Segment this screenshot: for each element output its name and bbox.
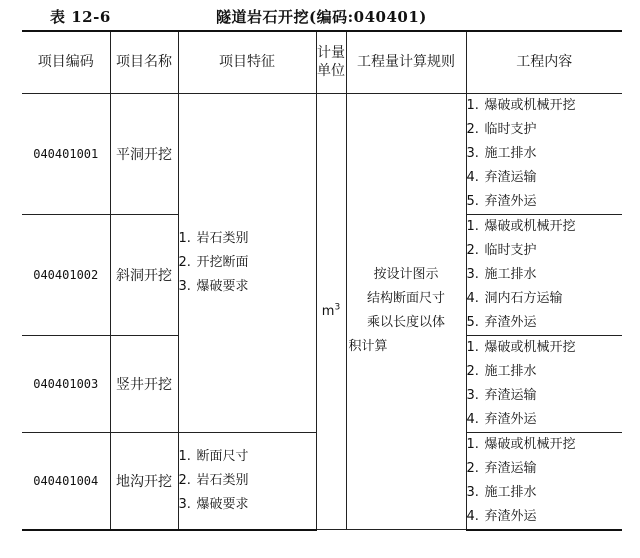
content-item: 4. 弃渣外运 xyxy=(466,411,537,427)
header-row xyxy=(22,31,622,93)
table-caption xyxy=(0,0,640,30)
feature-item: 1. 岩石类别 xyxy=(178,230,249,246)
content-item: 2. 施工排水 xyxy=(466,363,537,379)
item-name: 斜洞开挖 xyxy=(110,214,178,335)
item-features-group-b xyxy=(178,432,316,530)
item-code: 040401004 xyxy=(22,432,110,530)
content-item: 2. 临时支护 xyxy=(466,121,537,137)
content-item: 4. 弃渣运输 xyxy=(466,169,537,185)
content-item: 2. 弃渣运输 xyxy=(466,460,537,476)
header-name: 项目名称 xyxy=(110,31,178,93)
item-name: 平洞开挖 xyxy=(110,93,178,214)
content-item: 4. 洞内石方运输 xyxy=(466,290,563,306)
header-rule: 工程量计算规则 xyxy=(346,31,466,93)
content-item: 1. 爆破或机械开挖 xyxy=(466,339,576,355)
item-code: 040401002 xyxy=(22,214,110,335)
calculation-rule xyxy=(346,93,466,530)
header-unit xyxy=(316,31,346,93)
rule-line: 按设计图示 xyxy=(373,267,439,283)
feature-item: 3. 爆破要求 xyxy=(178,278,249,294)
rule-line: 结构断面尺寸 xyxy=(366,291,445,307)
item-name: 地沟开挖 xyxy=(110,432,178,530)
item-content xyxy=(466,214,622,335)
header-unit-line1: 计量 xyxy=(317,45,345,62)
item-unit xyxy=(316,93,346,530)
item-content xyxy=(466,432,622,530)
content-item: 3. 弃渣运输 xyxy=(466,387,537,403)
item-content xyxy=(466,335,622,432)
content-item: 2. 临时支护 xyxy=(466,242,537,258)
table-number: 表 12-6 xyxy=(50,8,111,26)
item-content xyxy=(466,93,622,214)
table-title: 隧道岩石开挖(编码:040401) xyxy=(216,8,427,26)
content-item: 1. 爆破或机械开挖 xyxy=(466,218,576,234)
content-item: 1. 爆破或机械开挖 xyxy=(466,97,576,113)
content-item: 5. 弃渣外运 xyxy=(466,314,537,330)
item-code: 040401003 xyxy=(22,335,110,432)
content-item: 3. 施工排水 xyxy=(466,484,537,500)
unit-base: m xyxy=(321,303,335,319)
content-item: 4. 弃渣外运 xyxy=(466,508,537,524)
feature-item: 2. 开挖断面 xyxy=(178,254,249,270)
header-features: 项目特征 xyxy=(178,31,316,93)
feature-item: 1. 断面尺寸 xyxy=(178,448,249,464)
item-name: 竖井开挖 xyxy=(110,335,178,432)
rule-line: 乘以长度以体 xyxy=(366,315,445,331)
feature-item: 2. 岩石类别 xyxy=(178,472,249,488)
unit-exponent: 3 xyxy=(334,302,341,313)
rule-line: 积计算 xyxy=(348,339,388,355)
content-item: 3. 施工排水 xyxy=(466,266,537,282)
header-content: 工程内容 xyxy=(466,31,622,93)
content-item: 3. 施工排水 xyxy=(466,145,537,161)
quantity-table xyxy=(22,30,622,531)
table-row xyxy=(22,93,622,214)
content-item: 5. 弃渣外运 xyxy=(466,193,537,209)
feature-item: 3. 爆破要求 xyxy=(178,496,249,512)
content-item: 1. 爆破或机械开挖 xyxy=(466,436,576,452)
header-code: 项目编码 xyxy=(22,31,110,93)
item-code: 040401001 xyxy=(22,93,110,214)
item-features-group-a xyxy=(178,93,316,432)
header-unit-line2: 单位 xyxy=(317,63,345,80)
